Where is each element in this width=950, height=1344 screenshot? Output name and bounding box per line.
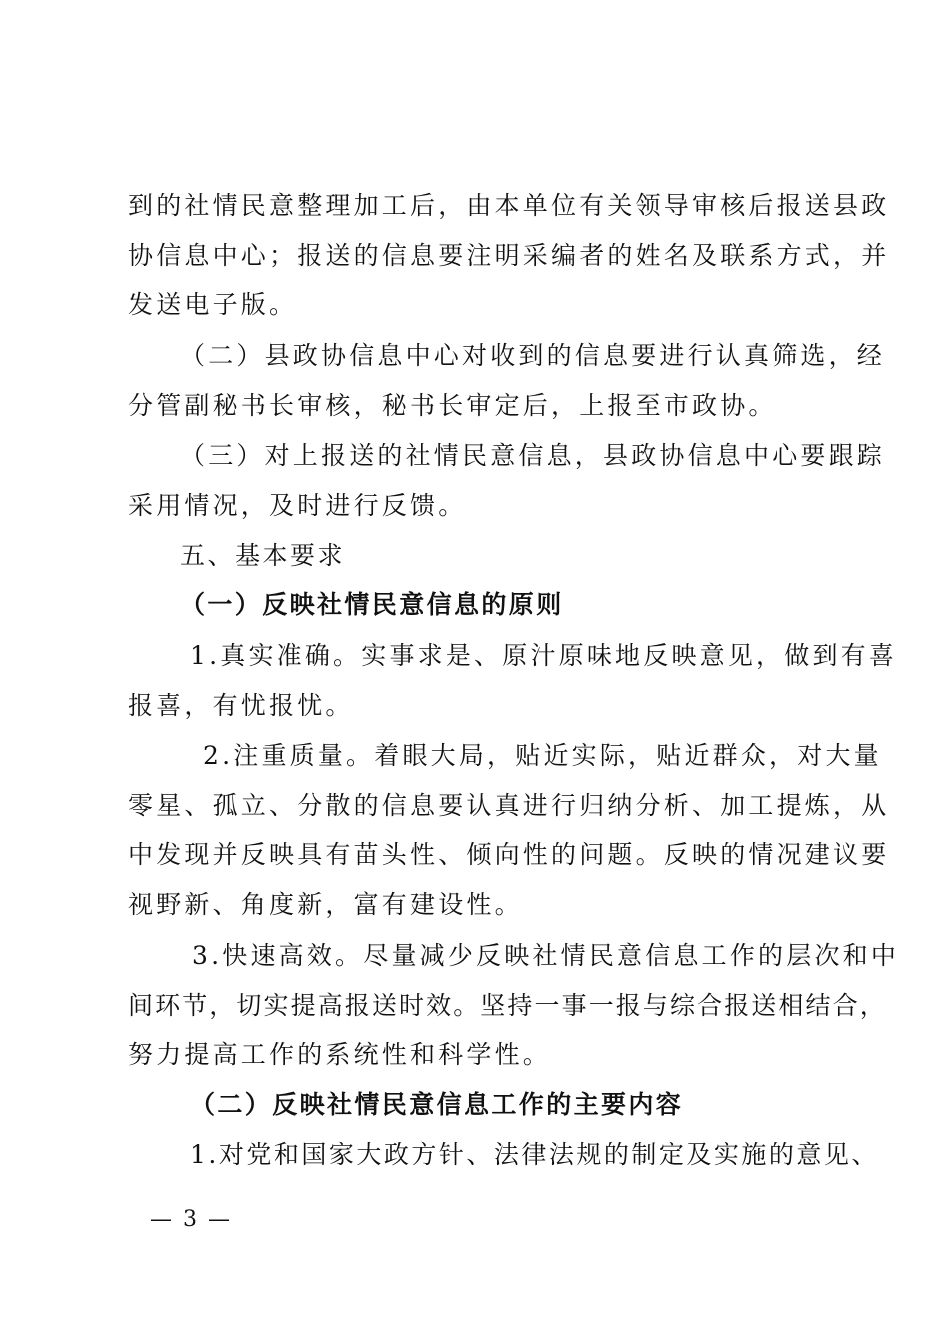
text-line: 分管副秘书长审核，秘书长审定后，上报至市政协。 <box>128 391 777 420</box>
text-line: 1.真实准确。实事求是、原汁原味地反映意见，做到有喜 <box>190 641 898 670</box>
page-number: — 3 — <box>150 1207 232 1232</box>
text-line: 零星、孤立、分散的信息要认真进行归纳分析、加工提炼，从 <box>128 791 890 820</box>
text-line: 2.注重质量。着眼大局，贴近实际，贴近群众，对大量 <box>203 741 882 770</box>
subsection-heading: （一）反映社情民意信息的原则 <box>180 590 564 619</box>
text-line: 间环节，切实提高报送时效。坚持一事一报与综合报送相结合， <box>128 991 887 1020</box>
text-line: （三）对上报送的社情民意信息，县政协信息中心要跟踪 <box>180 441 886 470</box>
text-line: （二）县政协信息中心对收到的信息要进行认真筛选，经 <box>180 341 886 370</box>
subsection-heading: （二）反映社情民意信息工作的主要内容 <box>190 1090 684 1119</box>
text-line: 中发现并反映具有苗头性、倾向性的问题。反映的情况建议要 <box>128 840 890 869</box>
text-line: 协信息中心；报送的信息要注明采编者的姓名及联系方式，并 <box>128 241 890 270</box>
text-line: 3.快速高效。尽量减少反映社情民意信息工作的层次和中 <box>192 941 900 970</box>
text-line: 报喜，有忧报忧。 <box>128 691 354 720</box>
text-line: 到的社情民意整理加工后，由本单位有关领导审核后报送县政 <box>128 191 890 220</box>
text-line: 努力提高工作的系统性和科学性。 <box>128 1040 552 1069</box>
section-heading: 五、基本要求 <box>180 541 346 570</box>
text-line: 视野新、角度新，富有建设性。 <box>128 890 523 919</box>
text-line: 1.对党和国家大政方针、法律法规的制定及实施的意见、 <box>190 1140 879 1169</box>
text-line: 发送电子版。 <box>128 290 298 319</box>
text-line: 采用情况，及时进行反馈。 <box>128 491 467 520</box>
